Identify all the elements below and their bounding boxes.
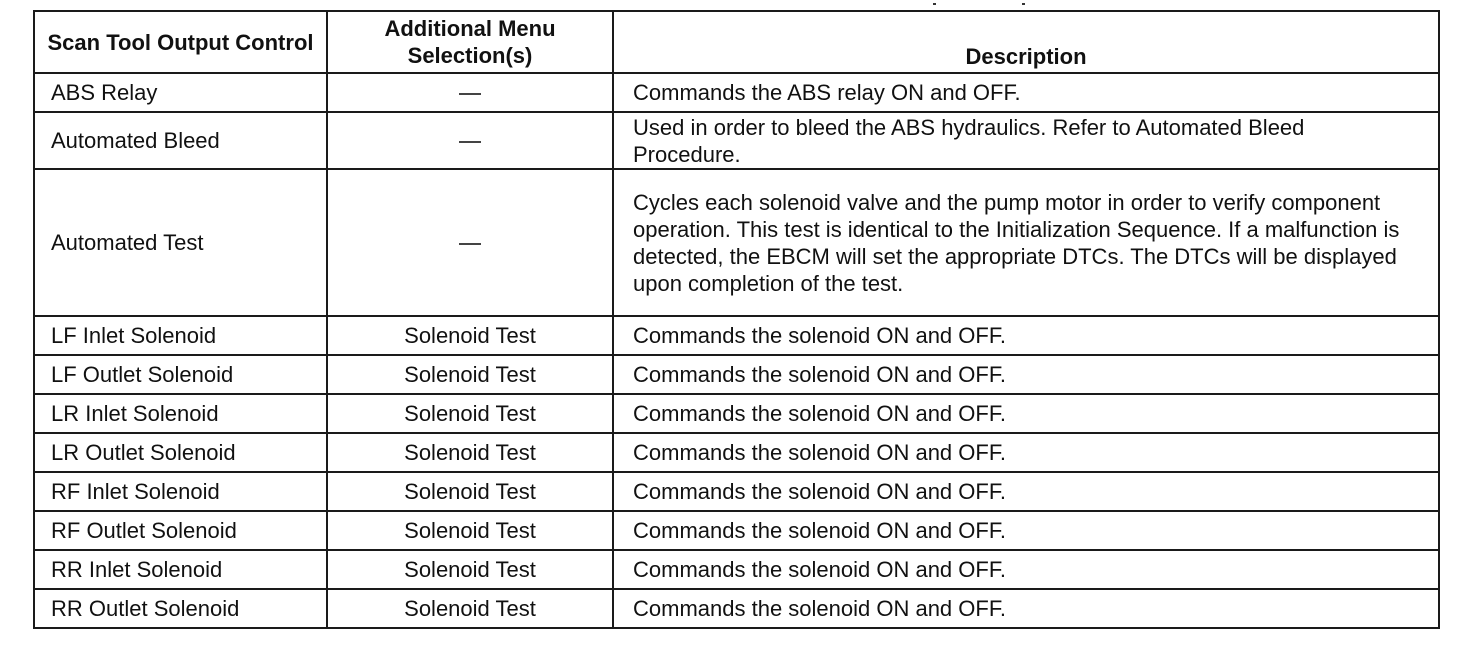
menu-cell (327, 169, 613, 316)
table-row (34, 472, 1439, 511)
description-cell: Commands the solenoid ON and OFF. (613, 394, 1439, 433)
table-row (34, 550, 1439, 589)
menu-cell: Solenoid Test (327, 589, 613, 628)
menu-cell: Solenoid Test (327, 355, 613, 394)
menu-cell: Solenoid Test (327, 316, 613, 355)
table-row (34, 589, 1439, 628)
control-cell: RR Outlet Solenoid (34, 589, 327, 628)
scan-speck (933, 3, 936, 5)
scan-speck (1022, 3, 1025, 5)
menu-cell (327, 112, 613, 169)
menu-cell: Solenoid Test (327, 550, 613, 589)
dash-icon (459, 141, 481, 143)
table-row (34, 355, 1439, 394)
control-cell: RR Inlet Solenoid (34, 550, 327, 589)
control-cell: RF Outlet Solenoid (34, 511, 327, 550)
description-cell: Commands the solenoid ON and OFF. (613, 511, 1439, 550)
description-cell: Commands the solenoid ON and OFF. (613, 472, 1439, 511)
table-row (34, 511, 1439, 550)
table-row (34, 73, 1439, 112)
control-cell: Automated Test (34, 169, 327, 316)
control-cell: ABS Relay (34, 73, 327, 112)
control-cell: LR Outlet Solenoid (34, 433, 327, 472)
table-header-row (34, 11, 1439, 73)
description-cell: Commands the solenoid ON and OFF. (613, 316, 1439, 355)
description-cell: Commands the solenoid ON and OFF. (613, 355, 1439, 394)
dash-icon (459, 93, 481, 95)
table-row (34, 316, 1439, 355)
menu-cell: Solenoid Test (327, 472, 613, 511)
control-cell: LF Outlet Solenoid (34, 355, 327, 394)
description-cell: Commands the solenoid ON and OFF. (613, 589, 1439, 628)
control-cell: Automated Bleed (34, 112, 327, 169)
description-cell: Used in order to bleed the ABS hydraulics. Refer to Automated Bleed Procedure. (613, 112, 1439, 169)
table-row (34, 112, 1439, 169)
table-row (34, 169, 1439, 316)
header-description: Description (613, 11, 1439, 73)
table-row (34, 394, 1439, 433)
header-scan-tool-output-control: Scan Tool Output Control (34, 11, 327, 73)
description-cell: Commands the ABS relay ON and OFF. (613, 73, 1439, 112)
control-cell: LR Inlet Solenoid (34, 394, 327, 433)
table-row (34, 433, 1439, 472)
menu-cell (327, 73, 613, 112)
description-cell: Commands the solenoid ON and OFF. (613, 550, 1439, 589)
output-control-table (33, 10, 1440, 629)
dash-icon (459, 243, 481, 245)
header-additional-menu-selections: Additional Menu Selection(s) (327, 11, 613, 73)
menu-cell: Solenoid Test (327, 433, 613, 472)
output-control-table-container (33, 10, 1438, 629)
menu-cell: Solenoid Test (327, 394, 613, 433)
control-cell: RF Inlet Solenoid (34, 472, 327, 511)
description-cell: Commands the solenoid ON and OFF. (613, 433, 1439, 472)
description-cell: Cycles each solenoid valve and the pump motor in order to verify component operation. This test is identical to the Initialization Sequence. If a malfunction is detected, the EBCM will set the appropriate DTCs. The DTCs will be displayed upon completion of the test. (613, 169, 1439, 316)
control-cell: LF Inlet Solenoid (34, 316, 327, 355)
menu-cell: Solenoid Test (327, 511, 613, 550)
